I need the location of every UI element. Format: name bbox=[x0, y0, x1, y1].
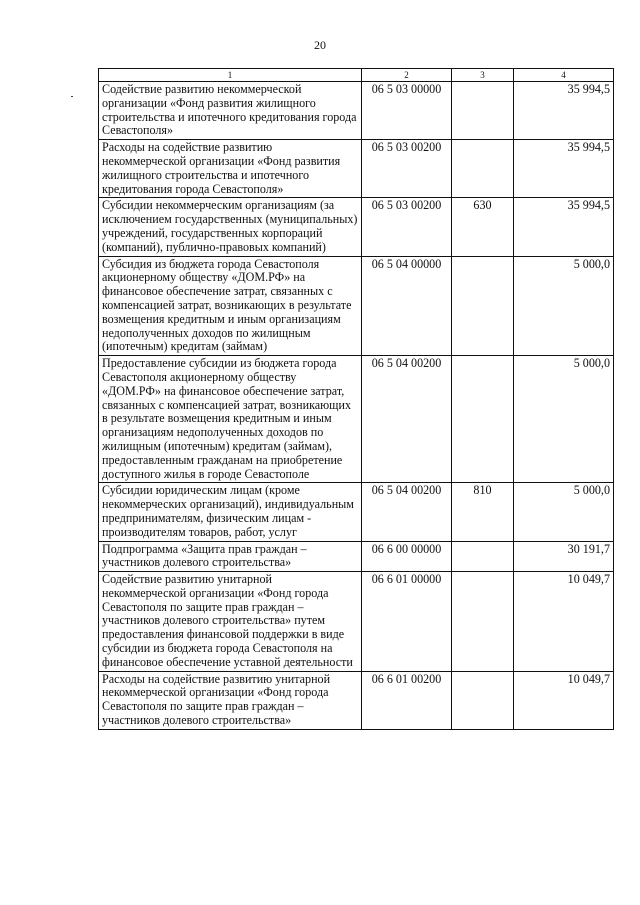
row-name-cell: Содействие развитию некоммерческой организации «Фонд развития жилищного строительства и ипотечного кредитования города Севастополя» bbox=[99, 82, 362, 140]
row-code-cell: 06 5 03 00200 bbox=[362, 140, 452, 198]
row-code-cell: 06 5 04 00200 bbox=[362, 356, 452, 483]
row-code-cell: 06 5 04 00200 bbox=[362, 483, 452, 541]
row-type-cell bbox=[452, 572, 514, 672]
row-code-cell: 06 5 04 00000 bbox=[362, 256, 452, 356]
row-type-cell bbox=[452, 356, 514, 483]
table-row bbox=[99, 541, 614, 572]
table-row bbox=[99, 483, 614, 541]
row-sum-cell: 35 994,5 bbox=[514, 140, 614, 198]
row-code-cell: 06 5 03 00000 bbox=[362, 82, 452, 140]
page-number: 20 bbox=[314, 38, 326, 52]
row-name-cell: Подпрограмма «Защита прав граждан – участников долевого строительства» bbox=[99, 541, 362, 572]
column-header-name: 1 bbox=[99, 69, 362, 82]
row-sum-cell: 35 994,5 bbox=[514, 82, 614, 140]
table-row bbox=[99, 671, 614, 729]
row-name-cell: Расходы на содействие развитию унитарной некоммерческой организации «Фонд города Севастополя по защите прав граждан – участников долевого строительства» bbox=[99, 671, 362, 729]
row-sum-cell: 30 191,7 bbox=[514, 541, 614, 572]
row-code-cell: 06 5 03 00200 bbox=[362, 198, 452, 256]
margin-mark bbox=[71, 96, 73, 97]
row-name-cell: Предоставление субсидии из бюджета города Севастополя акционерному обществу «ДОМ.РФ» на финансовое обеспечение затрат, связанных с компенсацией затрат, возникающих в результате возмещения кредитным и иным организациям недополученных доходов по жилищным (ипотечным) кредитам (займам), предоставленным гражданам на приобретение доступного жилья в городе Севастополе bbox=[99, 356, 362, 483]
row-type-cell: 810 bbox=[452, 483, 514, 541]
row-type-cell bbox=[452, 82, 514, 140]
table-row bbox=[99, 256, 614, 356]
table-row bbox=[99, 572, 614, 672]
row-code-cell: 06 6 00 00000 bbox=[362, 541, 452, 572]
row-name-cell: Расходы на содействие развитию некоммерческой организации «Фонд развития жилищного строительства и ипотечного кредитования города Севастополя» bbox=[99, 140, 362, 198]
row-type-cell bbox=[452, 541, 514, 572]
row-name-cell: Содействие развитию унитарной некоммерческой организации «Фонд города Севастополя по защите прав граждан – участников долевого строительства» путем предоставления финансовой поддержки в виде субсидии из бюджета города Севастополя на финансовое обеспечение уставной деятельности bbox=[99, 572, 362, 672]
table-row bbox=[99, 356, 614, 483]
row-name-cell: Субсидии юридическим лицам (кроме некоммерческих организаций), индивидуальным предпринимателям, физическим лицам - производителям товаров, работ, услуг bbox=[99, 483, 362, 541]
row-sum-cell: 5 000,0 bbox=[514, 483, 614, 541]
row-sum-cell: 5 000,0 bbox=[514, 356, 614, 483]
row-code-cell: 06 6 01 00000 bbox=[362, 572, 452, 672]
row-type-cell bbox=[452, 671, 514, 729]
row-name-cell: Субсидия из бюджета города Севастополя акционерному обществу «ДОМ.РФ» на финансовое обеспечение затрат, связанных с компенсацией затрат, возникающих в результате возмещения кредитным и иным организациям недополученных доходов по жилищным (ипотечным) кредитам (займам) bbox=[99, 256, 362, 356]
budget-table bbox=[98, 68, 614, 730]
row-type-cell: 630 bbox=[452, 198, 514, 256]
row-type-cell bbox=[452, 256, 514, 356]
row-type-cell bbox=[452, 140, 514, 198]
column-header-type: 3 bbox=[452, 69, 514, 82]
row-sum-cell: 10 049,7 bbox=[514, 572, 614, 672]
row-name-cell: Субсидии некоммерческим организациям (за исключением государственных (муниципальных) учреждений, государственных корпораций (компаний), публично-правовых компаний) bbox=[99, 198, 362, 256]
table-row bbox=[99, 140, 614, 198]
row-sum-cell: 35 994,5 bbox=[514, 198, 614, 256]
column-header-sum: 4 bbox=[514, 69, 614, 82]
column-header-code: 2 bbox=[362, 69, 452, 82]
table-row bbox=[99, 82, 614, 140]
row-code-cell: 06 6 01 00200 bbox=[362, 671, 452, 729]
table-row bbox=[99, 198, 614, 256]
row-sum-cell: 5 000,0 bbox=[514, 256, 614, 356]
table-header-row bbox=[99, 69, 614, 82]
row-sum-cell: 10 049,7 bbox=[514, 671, 614, 729]
